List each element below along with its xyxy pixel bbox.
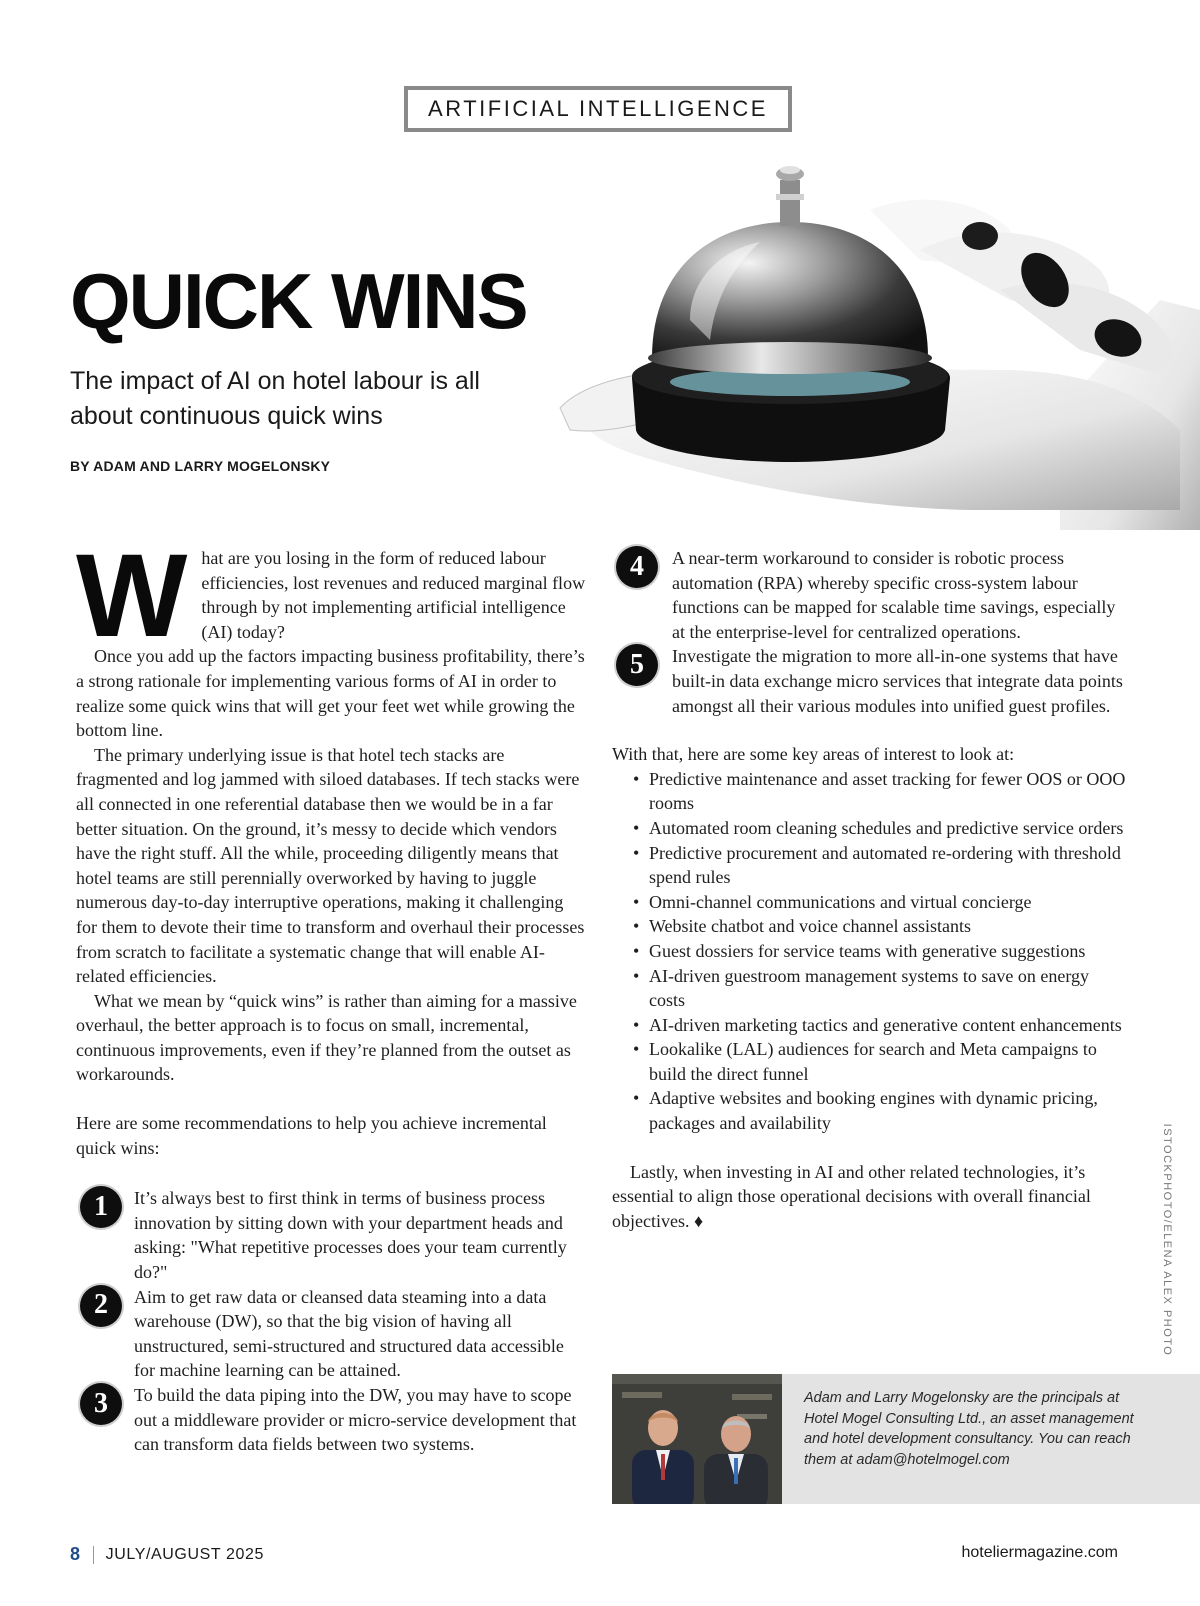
list-item: • Adaptive websites and booking engines with dynamic pricing, packages and availability [612,1086,1128,1135]
footer-website-link[interactable]: hoteliermagazine.com [961,1544,1118,1561]
article-column-left [76,530,586,1457]
body-paragraph: Once you add up the factors impacting business profitability, there’s a strong rationale for implementing various forms of AI in order to realize some quick wins that will get your feet wet while growing the bottom line. [76,646,585,741]
recommendation-text: Investigate the migration to more all-in-one systems that have built-in data exchange micro services that integrate data points amongst all their various modules into unified guest profiles. [672,646,1123,716]
recommendation-text: To build the data piping into the DW, you may have to scope out a middleware provider or micro-service development that can transform data fields between two systems. [134,1385,577,1455]
hero-image-robot-hand-bell [540,150,1200,530]
list-item: • Lookalike (LAL) audiences for search and Meta campaigns to build the direct funnel [612,1037,1128,1086]
list-item: • Predictive maintenance and asset tracking for fewer OOS or OOO rooms [612,767,1128,816]
drop-cap: W [76,530,188,662]
closing-paragraph: Lastly, when investing in AI and other related technologies, it’s essential to align those operational decisions with overall financial objectives. ♦ [612,1161,1091,1231]
list-item: • Automated room cleaning schedules and predictive service orders [612,816,1128,841]
subheadline: The impact of AI on hotel labour is all about continuous quick wins [70,367,480,430]
number-badge-4: 4 [616,546,658,588]
list-item: • Omni-channel communications and virtual concierge [612,890,1128,915]
recommendation-text: It’s always best to first think in terms of business process innovation by sitting down with your department heads and asking: "What repetitive processes does your team currently do?" [134,1188,567,1283]
author-bio: Adam and Larry Mogelonsky are the principals at Hotel Mogel Consulting Ltd., an asset management and hotel development consultancy. You can reach them at adam@hotelmogel.com [804,1390,1134,1468]
footer-issue [70,1544,264,1565]
list-item: • AI-driven marketing tactics and generative content enhancements [612,1013,1128,1038]
footer-divider [93,1546,94,1564]
issue-date: JULY/AUGUST 2025 [105,1545,265,1563]
recommendation-item-2 [76,1285,586,1383]
headline: QUICK WINS [70,257,527,345]
number-badge-2: 2 [80,1285,122,1327]
list-item: • Predictive procurement and automated re-ordering with threshold spend rules [612,841,1128,890]
areas-intro: With that, here are some key areas of interest to look at: [612,744,1015,765]
recommendation-item-4 [612,546,1128,644]
body-paragraph: The primary underlying issue is that hotel tech stacks are fragmented and log jammed with siloed databases. If tech stacks were all connected in one referential database then we would be in a far better situation. On the ground, it’s messy to decide which vendors have the right stuff. All the while, proceeding diligently means that hotel teams are still perennially overworked by having to juggle numerous day-to-day interruptive operations, making it challenging for them to devote their time to transform and overhaul their processes from scratch to facilitate a systematic change that will enable AI-related efficiencies. [76,744,585,987]
body-paragraph: What we mean by “quick wins” is rather than aiming for a massive overhaul, the better approach is to focus on small, incremental, continuous improvements, even if they’re planned from the outset as workarounds. [76,990,577,1085]
section-tag: ARTIFICIAL INTELLIGENCE [404,86,792,132]
page-number: 8 [70,1544,81,1564]
list-item: • Website chatbot and voice channel assistants [612,914,1128,939]
photo-credit-text: ISTOCKPHOTO/ELENA ALEX PHOTO [1161,1123,1173,1357]
intro-paragraph [76,530,586,662]
recommendation-item-5 [612,644,1128,718]
recommendation-item-3 [76,1383,586,1457]
number-badge-1: 1 [80,1186,122,1228]
intro-text: hat are you losing in the form of reduced labour efficiencies, lost revenues and reduced marginal flow through by not implementing artificial intelligence (AI) today? [201,548,586,642]
author-photo [612,1374,782,1504]
byline: BY ADAM AND LARRY MOGELONSKY [70,458,331,474]
areas-list [612,767,1128,1136]
number-badge-3: 3 [80,1383,122,1425]
list-item: • AI-driven guestroom management systems to save on energy costs [612,964,1128,1013]
recommendation-item-1 [76,1186,586,1284]
photo-credit [1158,1120,1176,1360]
recommendations-intro: Here are some recommendations to help you achieve incremental quick wins: [76,1113,547,1158]
number-badge-5: 5 [616,644,658,686]
list-item: • Guest dossiers for service teams with generative suggestions [612,939,1128,964]
recommendation-text: Aim to get raw data or cleansed data steaming into a data warehouse (DW), so that the big vision of having all unstructured, semi-structured and structured data accessible for machine learning can be attained. [134,1286,564,1381]
recommendation-text: A near-term workaround to consider is robotic process automation (RPA) whereby specific cross-system labour functions can be mapped for scalable time savings, especially at the enterprise-level for centralized operations. [672,548,1116,642]
article-column-right [612,546,1128,1233]
